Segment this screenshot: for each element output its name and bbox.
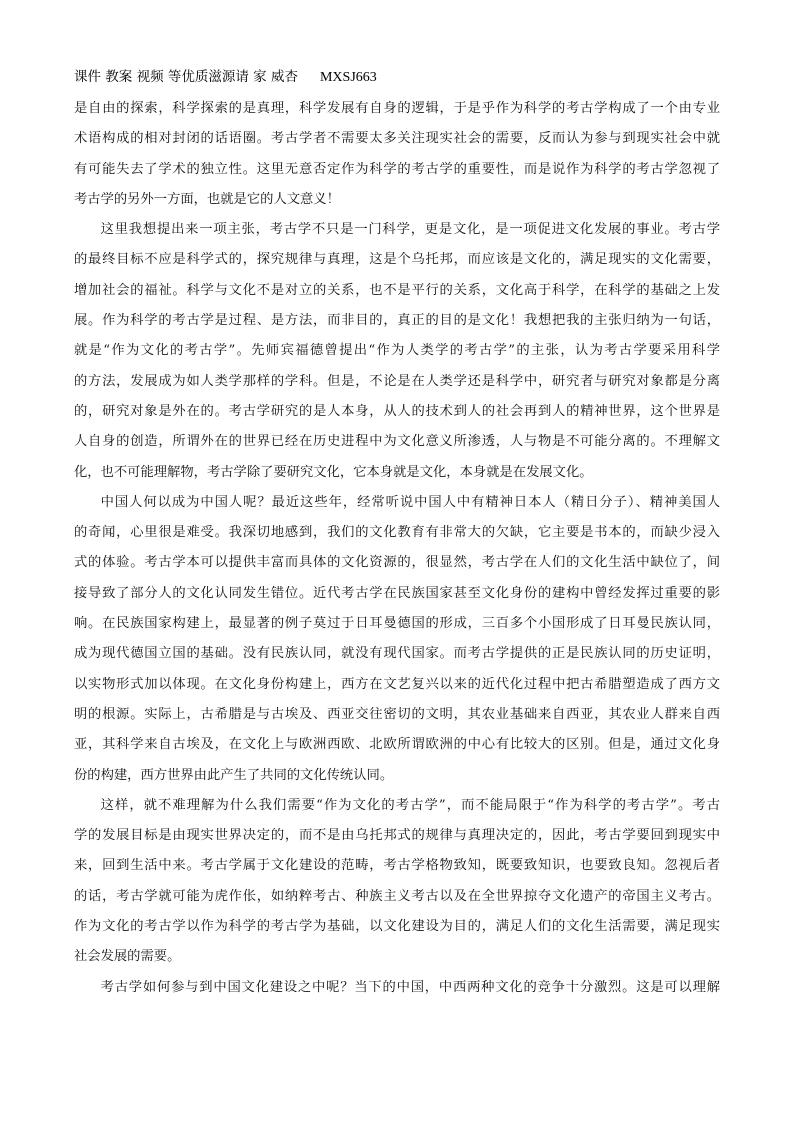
document-body	[74, 94, 720, 1003]
text-line: 考古学如何参与到中国文化建设之中呢？当下的中国，中西两种文化的竞争十分激烈。这是可以理解	[100, 979, 720, 995]
text-line: 响。在民族国家构建上，最显著的例子莫过于日耳曼德国的形成，三百多个小国形成了日耳曼民族认同，	[74, 616, 720, 632]
text-line: 展。作为科学的考古学是过程、是方法，而非目的，真正的目的是文化！我想把我的主张归纳为一句话，	[74, 313, 720, 329]
text-line: 人自身的创造，所谓外在的世界已经在历史进程中为文化意义所渗透，人与物是不可能分离的。不理解文	[74, 434, 720, 450]
text-line: 学的发展目标是由现实世界决定的，而不是由乌托邦式的规律与真理决定的，因此，考古学要回到现实中	[74, 828, 720, 844]
text-line: 术语构成的相对封闭的话语圈。考古学者不需要太多关注现实社会的需要，反而认为参与到现实社会中就	[74, 131, 720, 147]
text-line: 成为现代德国立国的基础。没有民族认同，就没有现代国家。而考古学提供的正是民族认同的历史证明，	[74, 646, 720, 662]
text-line: 化，也不可能理解物，考古学除了要研究文化，它本身就是文化，本身就是在发展文化。	[74, 464, 593, 480]
text-line: 的方法，发展成为如人类学那样的学科。但是，不论是在人类学还是科学中，研究者与研究对象都是分离	[74, 373, 720, 389]
header-code: MXSJ663	[319, 70, 377, 85]
text-line: 这样，就不难理解为什么我们需要“作为文化的考古学”，而不能局限于“作为科学的考古学”。考古	[100, 797, 720, 813]
text-line: 这里我想提出来一项主张，考古学不只是一门科学，更是文化，是一项促进文化发展的事业。考古学	[100, 222, 720, 238]
text-line: 社会发展的需要。	[74, 949, 181, 965]
text-line: 就是“作为文化的考古学”。先师宾福德曾提出“作为人类学的考古学”的主张，认为考古学要采用科学	[74, 343, 720, 359]
text-line: 中国人何以成为中国人呢？最近这些年，经常听说中国人中有精神日本人（精日分子）、精神美国人	[100, 494, 720, 510]
text-line: 式的体验。考古学本可以提供丰富而具体的文化资源的，很显然，考古学在人们的文化生活中缺位了，间	[74, 555, 720, 571]
text-line: 接导致了部分人的文化认同发生错位。近代考古学在民族国家甚至文化身份的建构中曾经发挥过重要的影	[74, 585, 720, 601]
text-line: 明的根源。实际上，古希腊是与古埃及、西亚交往密切的文明，其农业基础来自西亚，其农业人群来自西	[74, 706, 720, 722]
text-line: 亚，其科学来自古埃及，在文化上与欧洲西欧、北欧所谓欧洲的中心有比较大的区别。但是，通过文化身	[74, 737, 720, 753]
text-line: 的，研究对象是外在的。考古学研究的是人本身，从人的技术到人的社会再到人的精神世界，这个世界是	[74, 403, 720, 419]
text-line: 作为文化的考古学以作为科学的考古学为基础，以文化建设为目的，满足人们的文化生活需要，满足现实	[74, 919, 720, 935]
text-line: 是自由的探索，科学探索的是真理，科学发展有自身的逻辑，于是乎作为科学的考古学构成了一个由专业	[74, 101, 720, 116]
text-line: 的奇闻，心里很是难受。我深切地感到，我们的文化教育有非常大的欠缺，它主要是书本的，而缺少浸入	[74, 525, 720, 541]
text-line: 的最终目标不应是科学式的，探究规律与真理，这是个乌托邦，而应该是文化的，满足现实的文化需要，	[74, 252, 720, 268]
page-header	[74, 67, 377, 87]
text-line: 有可能失去了学术的独立性。这里无意否定作为科学的考古学的重要性，而是说作为科学的考古学忽视了	[74, 161, 720, 177]
text-line: 增加社会的福祉。科学与文化不是对立的关系，也不是平行的关系，文化高于科学，在科学的基础之上发	[74, 282, 720, 298]
text-line: 来，回到生活中来。考古学属于文化建设的范畴，考古学格物致知，既要致知识，也要致良知。忽视后者	[74, 858, 720, 874]
text-line: 份的构建，西方世界由此产生了共同的文化传统认同。	[74, 767, 394, 783]
header-text: 课件 教案 视频 等优质滋源请 家 威杏	[74, 69, 298, 85]
text-line: 考古学的另外一方面，也就是它的人文意义！	[74, 191, 340, 207]
text-line: 以实物形式加以体现。在文化身份构建上，西方在文艺复兴以来的近代化过程中把古希腊塑造成了西方文	[74, 676, 720, 692]
text-line: 的话，考古学就可能为虎作伥，如纳粹考古、种族主义考古以及在全世界掠夺文化遗产的帝国主义考古。	[74, 888, 720, 904]
